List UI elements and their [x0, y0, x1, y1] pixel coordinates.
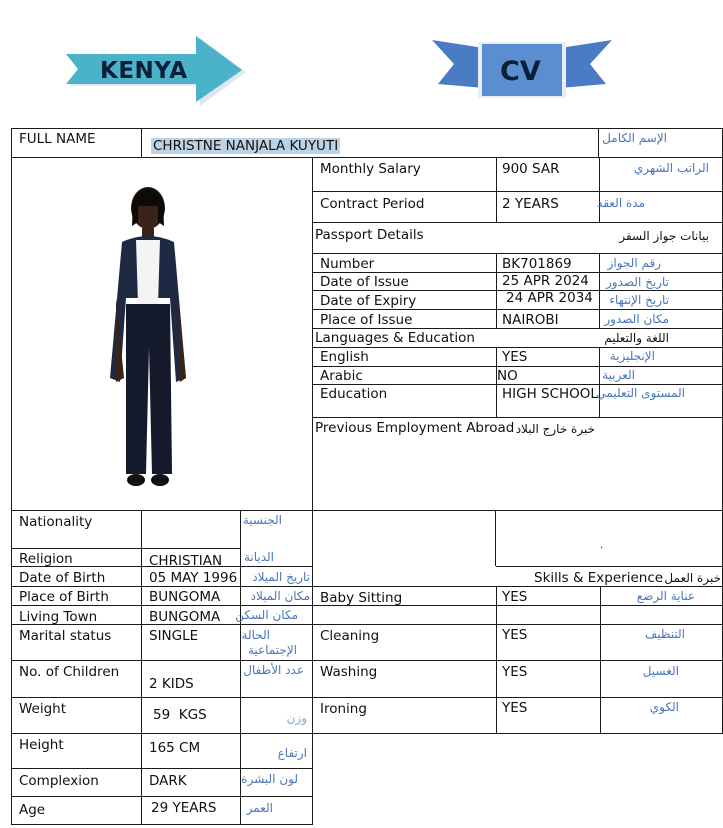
baby-sitting-value: YES: [502, 589, 528, 605]
passport-heading: Passport Details: [315, 227, 424, 243]
dob-label: Date of Birth: [19, 570, 106, 586]
washing-value: YES: [502, 664, 528, 680]
pob-value: BUNGOMA: [149, 589, 221, 605]
marital-status-label-ar: الحالة: [241, 628, 270, 642]
full-name-value: CHRISTNE NANJALA KUYUTI: [153, 138, 339, 154]
skills-heading-ar: خبرة العمل: [664, 571, 721, 585]
ironing-value: YES: [502, 700, 528, 716]
marital-status-label-ar-line2: الإجتماعية: [247, 643, 297, 657]
full-name-label: FULL NAME: [19, 131, 96, 147]
religion-value: CHRISTIAN: [149, 553, 223, 569]
issue-date-label: Date of Issue: [320, 274, 409, 290]
contract-label: Contract Period: [320, 196, 425, 212]
height-value: 165 CM: [149, 740, 201, 756]
dob-value: 05 MAY 1996: [149, 570, 238, 586]
full-name-label-ar: الإسم الكامل: [602, 131, 667, 145]
passport-number-label-ar: رقم الجواز: [607, 256, 661, 270]
living-town-label: Living Town: [19, 609, 98, 625]
employment-heading-ar: خبرة خارج البلاد: [515, 422, 595, 436]
passport-heading-ar: بيانات جواز السفر: [619, 229, 709, 243]
age-value: 29 YEARS: [151, 800, 217, 816]
issue-date-label-ar: تاريخ الصدور: [606, 275, 669, 289]
pob-label-ar: مكان الميلاد: [250, 589, 310, 603]
employment-heading: Previous Employment Abroad: [315, 420, 515, 436]
issue-place-label: Place of Issue: [320, 312, 413, 328]
complexion-label: Complexion: [19, 773, 99, 789]
children-label: No. of Children: [19, 664, 120, 680]
ironing-label: Ironing: [320, 701, 367, 717]
education-label-ar: المستوى التعليمي: [596, 386, 685, 400]
religion-label: Religion: [19, 551, 73, 567]
expiry-date-value: 24 APR 2034: [506, 290, 593, 306]
complexion-label-ar: لون البشرة: [241, 772, 298, 786]
dob-label-ar: تاريخ الميلاد: [252, 570, 310, 584]
salary-label: Monthly Salary: [320, 161, 421, 177]
passport-number-value: BK701869: [502, 256, 572, 272]
complexion-value: DARK: [149, 773, 187, 789]
children-value: 2 KIDS: [149, 676, 194, 692]
cleaning-label: Cleaning: [320, 628, 380, 644]
salary-value: 900 SAR: [502, 161, 560, 177]
nationality-label: Nationality: [19, 514, 93, 530]
baby-sitting-label-ar: عناية الرضع: [636, 589, 695, 603]
education-value: HIGH SCHOOL: [502, 386, 598, 402]
english-value: YES: [502, 349, 528, 365]
weight-value: 59 KGS: [153, 707, 207, 723]
height-label-ar: ارتفاع: [277, 746, 307, 760]
arabic-value: NO: [497, 368, 518, 384]
pob-label: Place of Birth: [19, 589, 109, 605]
arabic-label-ar: العربية: [602, 368, 635, 382]
cleaning-label-ar: التنظيف: [644, 627, 685, 641]
contract-value: 2 YEARS: [502, 196, 559, 212]
baby-sitting-label: Baby Sitting: [320, 590, 403, 606]
washing-label-ar: الغسيل: [642, 664, 679, 678]
height-label: Height: [19, 737, 64, 753]
weight-label-ar: وزن: [286, 711, 307, 725]
banner-country: KENYA: [100, 58, 188, 84]
washing-label: Washing: [320, 664, 378, 680]
banner-doc-title: CV: [500, 56, 541, 87]
ironing-label-ar: الكوي: [649, 700, 679, 714]
age-label: Age: [19, 802, 46, 818]
cleaning-value: YES: [502, 627, 528, 643]
expiry-date-label-ar: تاريخ الإنتهاء: [609, 293, 669, 307]
passport-number-label: Number: [320, 256, 375, 272]
issue-date-value: 25 APR 2024: [502, 273, 589, 289]
employment-note-dot: .: [600, 540, 604, 551]
age-label-ar: العمر: [246, 801, 273, 815]
languages-heading-ar: اللغة والتعليم: [604, 331, 669, 345]
skills-heading: Skills & Experience: [534, 570, 664, 586]
marital-status-value: SINGLE: [149, 628, 199, 644]
marital-status-label: Marital status: [19, 628, 112, 644]
issue-place-label-ar: مكان الصدور: [604, 312, 669, 326]
english-label-ar: الإنجليزية: [609, 349, 655, 363]
education-label: Education: [320, 386, 388, 402]
living-town-value: BUNGOMA: [149, 609, 221, 625]
religion-label-ar: الديانة: [243, 550, 274, 564]
arabic-label: Arabic: [320, 368, 363, 384]
living-town-label-ar: مكان السكن: [235, 608, 298, 622]
issue-place-value: NAIROBI: [502, 312, 559, 328]
expiry-date-label: Date of Expiry: [320, 293, 417, 309]
weight-label: Weight: [19, 701, 67, 717]
salary-label-ar: الراتب الشهري: [633, 161, 709, 175]
contract-label-ar: مدة العقد: [597, 196, 645, 210]
nationality-label-ar: الجنسية: [242, 513, 282, 527]
english-label: English: [320, 349, 369, 365]
children-label-ar: عدد الأطفال: [243, 663, 304, 677]
languages-heading: Languages & Education: [315, 330, 475, 346]
